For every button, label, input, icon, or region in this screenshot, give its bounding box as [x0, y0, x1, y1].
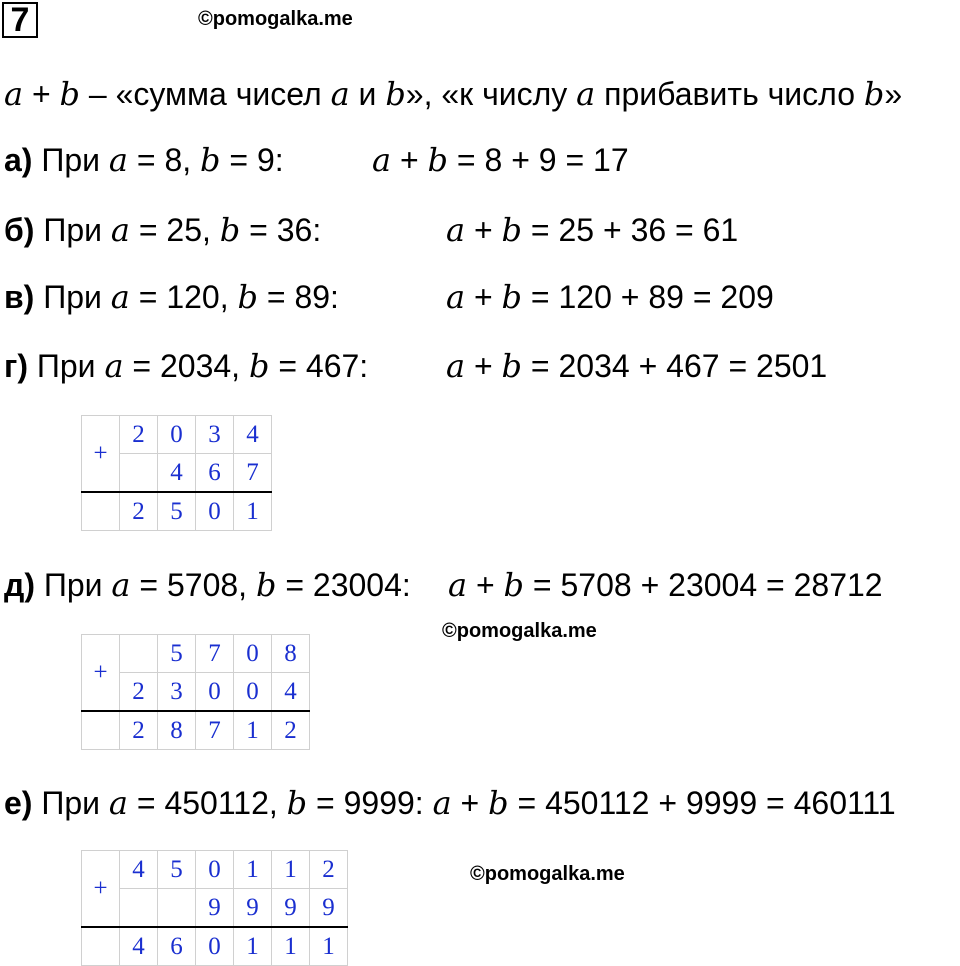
empty-cell — [82, 711, 120, 750]
item-text: = 120, — [129, 279, 238, 315]
definition-text: и — [349, 76, 386, 112]
sum-digit-cell: 2 — [272, 711, 310, 750]
digit-cell: 3 — [158, 673, 196, 712]
item-label: е) — [4, 785, 33, 821]
var-a: a — [108, 141, 128, 179]
digit-cell: 1 — [272, 851, 310, 889]
sum-digit-cell: 1 — [234, 492, 272, 531]
digit-cell: 0 — [158, 416, 196, 454]
digit-cell: 4 — [158, 454, 196, 493]
var-a: a — [111, 566, 131, 604]
definition-text: », «к числу — [405, 76, 577, 112]
item-b-equation — [446, 210, 738, 250]
sum-digit-cell: 6 — [158, 927, 196, 966]
var-a: a — [372, 141, 392, 179]
item-a-equation — [372, 140, 629, 180]
item-text: При — [32, 142, 109, 178]
digit-cell: 4 — [234, 416, 272, 454]
plus-sign: + — [82, 851, 120, 928]
digit-cell: 7 — [196, 635, 234, 673]
column-addition-g — [81, 415, 272, 531]
item-label: д) — [4, 567, 35, 603]
item-text: При — [34, 279, 111, 315]
sum-digit-cell: 1 — [234, 711, 272, 750]
digit-cell — [158, 889, 196, 928]
watermark: ©pomogalka.me — [442, 620, 597, 642]
digit-cell — [120, 454, 158, 493]
plus-sign: + — [465, 348, 502, 384]
var-a: a — [432, 784, 452, 822]
item-label: г) — [4, 348, 28, 384]
item-d-equation — [448, 565, 883, 605]
var-a: a — [4, 75, 24, 113]
plus-sign: + — [465, 279, 502, 315]
sum-digit-cell: 1 — [234, 927, 272, 966]
sum-digit-cell: 0 — [196, 927, 234, 966]
item-d-condition — [4, 565, 411, 605]
digit-cell: 5 — [158, 851, 196, 889]
digit-cell: 0 — [196, 851, 234, 889]
var-b: b — [248, 347, 270, 385]
var-a: a — [108, 784, 128, 822]
var-a: a — [448, 566, 468, 604]
item-text: = 89: — [257, 279, 339, 315]
var-b: b — [219, 211, 241, 249]
item-g-equation — [446, 346, 827, 386]
digit-cell: 8 — [272, 635, 310, 673]
sum-digit-cell: 7 — [196, 711, 234, 750]
column-addition-e — [81, 850, 348, 966]
plus-sign: + — [82, 416, 120, 493]
var-a: a — [446, 278, 466, 316]
item-text: = 9999: — [307, 785, 424, 821]
definition-text: – «сумма чисел — [80, 76, 331, 112]
var-b: b — [501, 278, 523, 316]
var-a: a — [446, 347, 466, 385]
equation-result: = 5708 + 23004 = 28712 — [524, 567, 883, 603]
empty-cell — [82, 927, 120, 966]
item-text: При — [34, 567, 112, 603]
var-a: a — [104, 347, 124, 385]
var-b: b — [59, 75, 81, 113]
digit-cell: 0 — [234, 673, 272, 712]
item-v-equation — [446, 277, 774, 317]
var-a: a — [110, 278, 130, 316]
definition-text: прибавить число — [595, 76, 864, 112]
digit-cell — [120, 889, 158, 928]
item-text: = 2034, — [123, 348, 249, 384]
item-b-condition — [4, 210, 321, 250]
var-a: a — [330, 75, 350, 113]
digit-cell: 1 — [234, 851, 272, 889]
plus-sign: + — [23, 76, 60, 112]
digit-cell: 2 — [310, 851, 348, 889]
column-addition-d — [81, 634, 310, 750]
var-b: b — [255, 566, 277, 604]
item-text: = 25, — [129, 212, 220, 248]
digit-cell: 9 — [272, 889, 310, 928]
digit-cell: 6 — [196, 454, 234, 493]
var-a: a — [446, 211, 466, 249]
item-label: в) — [4, 279, 35, 315]
sum-digit-cell: 0 — [196, 492, 234, 531]
plus-sign: + — [465, 212, 502, 248]
digit-cell: 7 — [234, 454, 272, 493]
var-b: b — [863, 75, 885, 113]
item-text: При — [34, 212, 111, 248]
plus-sign: + — [391, 142, 428, 178]
var-a: a — [110, 211, 130, 249]
item-a-condition — [4, 140, 284, 180]
item-e-condition — [4, 783, 896, 823]
digit-cell: 9 — [310, 889, 348, 928]
definition-text: » — [884, 76, 903, 112]
watermark: ©pomogalka.me — [470, 863, 625, 885]
var-b: b — [237, 278, 258, 316]
equation-result: = 2034 + 467 = 2501 — [522, 348, 828, 384]
var-b: b — [503, 566, 525, 604]
item-text: = 450112, — [127, 785, 287, 821]
digit-cell: 9 — [196, 889, 234, 928]
digit-cell — [120, 635, 158, 673]
item-text: = 5708, — [130, 567, 256, 603]
item-label: а) — [4, 142, 33, 178]
item-v-condition — [4, 277, 339, 317]
var-b: b — [200, 141, 221, 179]
sum-digit-cell: 5 — [158, 492, 196, 531]
sum-digit-cell: 8 — [158, 711, 196, 750]
sum-digit-cell: 2 — [120, 492, 158, 531]
digit-cell: 5 — [158, 635, 196, 673]
var-b: b — [286, 784, 308, 822]
equation-result: = 25 + 36 = 61 — [522, 212, 739, 248]
var-b: b — [501, 347, 523, 385]
task-number-badge: 7 — [2, 2, 38, 38]
var-b: b — [488, 784, 509, 822]
equation-result: = 450112 + 9999 = 460111 — [508, 785, 896, 821]
var-b: b — [385, 75, 406, 113]
digit-cell: 4 — [120, 851, 158, 889]
digit-cell: 4 — [272, 673, 310, 712]
watermark: ©pomogalka.me — [198, 8, 353, 30]
item-text: = 9: — [220, 142, 284, 178]
equation-result: = 8 + 9 = 17 — [448, 142, 629, 178]
plus-sign: + — [451, 785, 489, 821]
item-g-condition — [4, 346, 368, 386]
item-text: При — [32, 785, 109, 821]
item-label: б) — [4, 212, 35, 248]
sum-digit-cell: 4 — [120, 927, 158, 966]
sum-digit-cell: 1 — [310, 927, 348, 966]
empty-cell — [82, 492, 120, 531]
equation-result: = 120 + 89 = 209 — [522, 279, 774, 315]
digit-cell: 2 — [120, 673, 158, 712]
plus-sign: + — [82, 635, 120, 712]
item-text: = 36: — [240, 212, 322, 248]
definition-line — [4, 74, 902, 114]
digit-cell: 2 — [120, 416, 158, 454]
item-text: При — [27, 348, 105, 384]
digit-cell: 3 — [196, 416, 234, 454]
plus-sign: + — [467, 567, 504, 603]
item-text: = 467: — [269, 348, 369, 384]
sum-digit-cell: 1 — [272, 927, 310, 966]
digit-cell: 9 — [234, 889, 272, 928]
sum-digit-cell: 2 — [120, 711, 158, 750]
item-text: = 23004: — [276, 567, 411, 603]
digit-cell: 0 — [196, 673, 234, 712]
item-text: = 8, — [127, 142, 201, 178]
var-b: b — [427, 141, 449, 179]
var-a: a — [576, 75, 596, 113]
var-b: b — [501, 211, 523, 249]
digit-cell: 0 — [234, 635, 272, 673]
